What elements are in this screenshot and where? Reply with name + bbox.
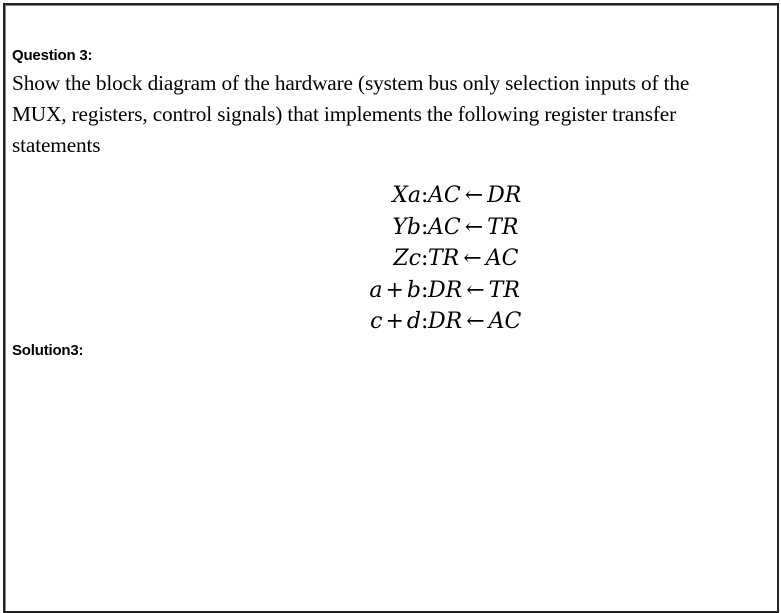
statement-condition: c + d — [370, 309, 421, 334]
question-body-line: MUX, registers, control signals) that implements the following register transfer — [12, 102, 677, 126]
solution-heading: Solution3: — [12, 342, 84, 359]
statement-zc: Zc : TR ← AC — [0, 243, 781, 275]
statement-destination: DR — [428, 309, 463, 334]
transfer-arrow-icon: ← — [466, 277, 485, 303]
statement-condition: Zc — [393, 246, 421, 271]
transfer-arrow-icon: ← — [464, 214, 484, 240]
transfer-arrow-icon: ← — [466, 309, 485, 334]
statement-c-plus-d: c + d : DR ← AC — [0, 306, 781, 338]
question-heading: Question 3: — [12, 47, 93, 64]
statement-source: AC — [488, 309, 522, 334]
transfer-arrow-icon: ← — [464, 183, 484, 208]
statement-condition: Xa — [392, 183, 421, 208]
statement-condition: Yb — [392, 214, 421, 240]
question-body-line: statements — [12, 133, 101, 157]
statement-destination: DR — [428, 277, 463, 303]
statement-condition: a + b — [369, 277, 421, 303]
statement-source: AC — [485, 246, 519, 271]
question-body-line: Show the block diagram of the hardware (system bus only selection inputs of the — [12, 71, 690, 95]
statement-source: DR — [487, 183, 522, 208]
statement-yb: Yb : AC ← TR — [0, 212, 781, 244]
statement-xa: Xa : AC ← DR — [0, 180, 781, 212]
statement-source: TR — [488, 277, 520, 303]
transfer-arrow-icon: ← — [463, 246, 482, 271]
statement-destination: TR — [428, 246, 460, 271]
statement-destination: AC — [428, 183, 461, 208]
statement-a-plus-b: a + b : DR ← TR — [0, 275, 781, 307]
statement-destination: AC — [428, 214, 461, 240]
question-body — [12, 68, 780, 161]
statement-source: TR — [487, 214, 519, 240]
register-transfer-statements — [0, 180, 781, 338]
